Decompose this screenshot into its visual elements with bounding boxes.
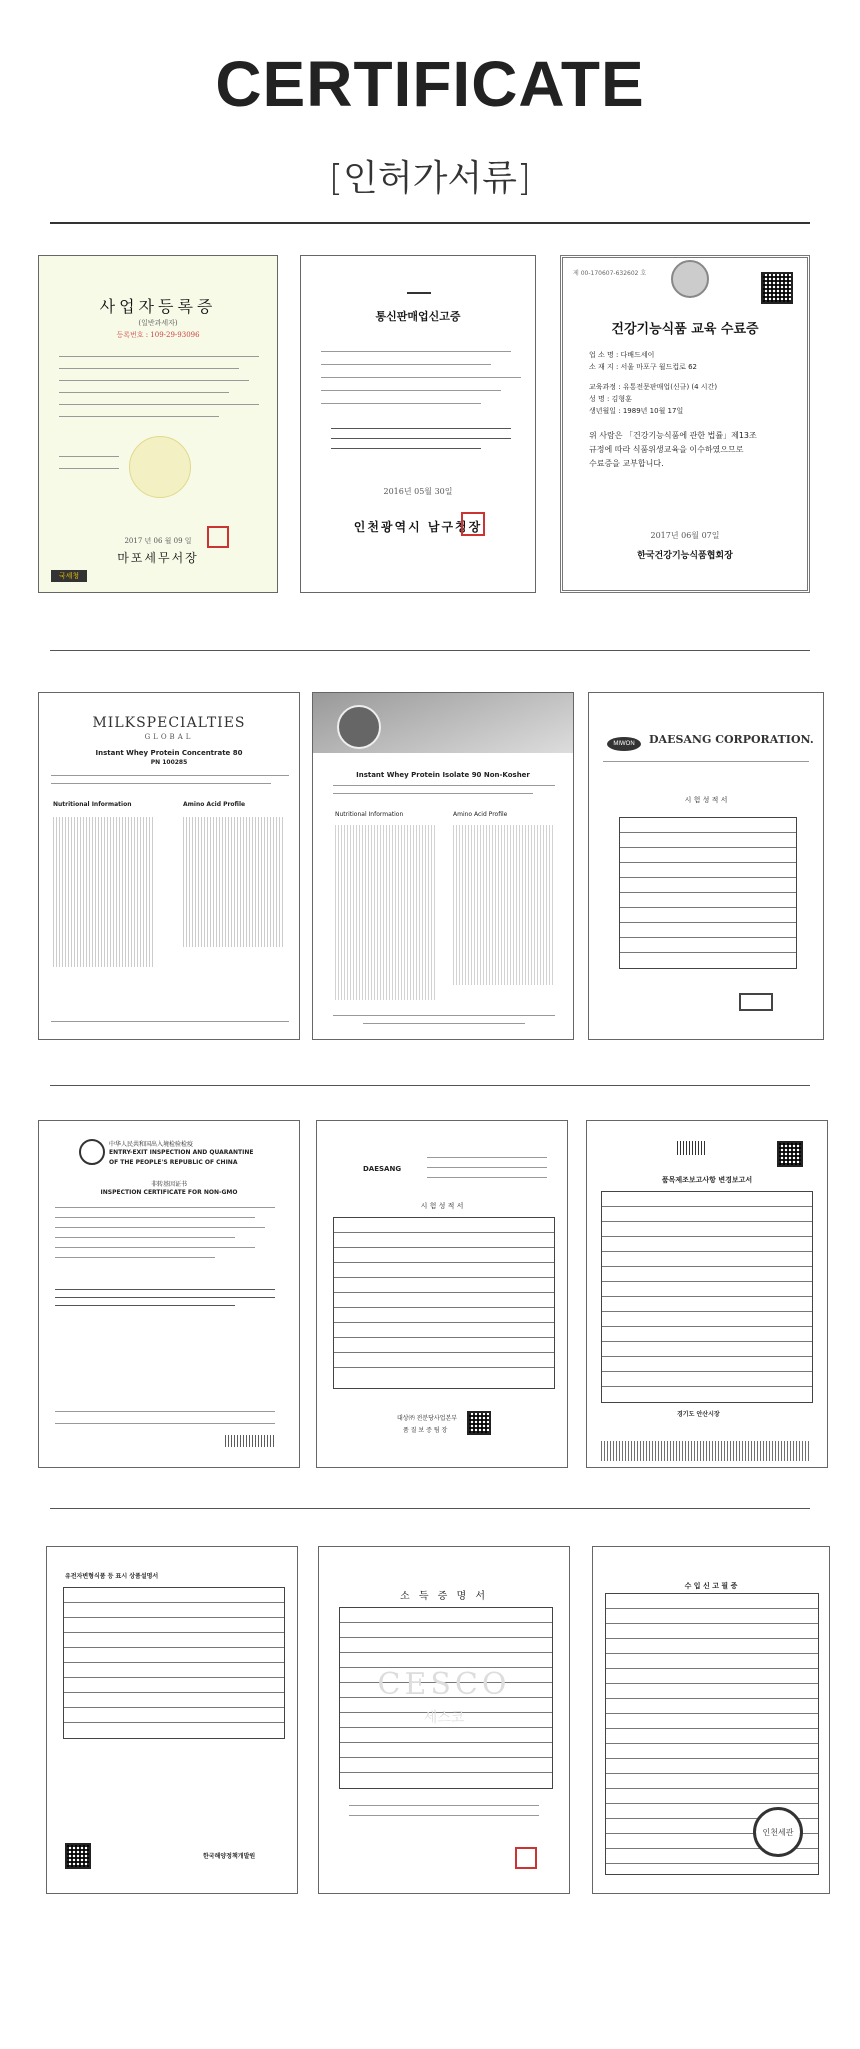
col-amino: Amino Acid Profile: [183, 801, 246, 808]
doc-number: 등록번호 : 109-29-93096: [116, 331, 200, 339]
doc-title: 사업자등록증: [99, 297, 217, 316]
divider-row-2: [50, 1085, 810, 1086]
page-subtitle: [인허가서류]: [329, 158, 531, 199]
product-pn: PN 100285: [150, 759, 188, 766]
page-title: CERTIFICATE: [215, 48, 645, 120]
doc-title: 품목제조보고사항 변경보고서: [661, 1176, 753, 1184]
doc-title: 소 득 증 명 서: [399, 1591, 488, 1602]
doc-body-3: 수료증을 교부합니다.: [589, 459, 664, 468]
doc-title: 건강기능식품 교육 수료증: [611, 322, 759, 337]
field-address: 소 재 지 : 서울 마포구 월드컵로 62: [589, 363, 697, 371]
doc-health-food-certificate: 제 00-170607-632602 호 건강기능식품 교육 수료증 업 소 명 : 다배드세이 소 재 지 : 서울 마포구 월드컵로 62 교육과정 : 유통전문판매업(신규) (4 시간) 성 명 : 김형훈 생년월일 : 1989년 10월 17일 위 사람은 「건강기능식품에 관한 법률」제13조 규정에 따라 식품위생교육을 이수하였으므로 수료증을 교부합니다. 2017년 06월 07일 한국건강기능식품협회장: [560, 255, 810, 593]
label-table: [63, 1587, 285, 1739]
col-amino: Amino Acid Profile: [453, 811, 508, 818]
divider-row-3: [50, 1508, 810, 1509]
qr-code: [777, 1141, 803, 1167]
field-course: 교육과정 : 유통전문판매업(신규) (4 시간): [589, 383, 718, 391]
doc-body-2: 규정에 따라 식품위생교육을 이수하였으므로: [589, 445, 744, 454]
doc-title: 통신판매업신고증: [375, 310, 461, 323]
watermark: CESCO: [377, 1667, 511, 1702]
divider-row-1: [50, 650, 810, 651]
header-line-2: ENTRY-EXIT INSPECTION AND QUARANTINE: [109, 1149, 254, 1156]
doc-issuer: 인천광역시 남구청장: [353, 520, 483, 534]
product-name: Instant Whey Protein Isolate 90 Non-Kosher: [356, 771, 530, 779]
doc-issuer: 한국건강기능식품협회장: [637, 551, 733, 561]
brand-sub: GLOBAL: [144, 733, 194, 741]
doc-mail-order-report: [300, 255, 536, 593]
doc-date: 2017 년 06 월 09 일: [124, 537, 192, 545]
emblem-icon: [129, 436, 191, 498]
customs-stamp: 인천세관: [753, 1807, 803, 1857]
footer-org: 한국해양정책개발원: [203, 1853, 256, 1860]
divider-top: [50, 222, 810, 224]
doc-product-change-report: [586, 1120, 828, 1468]
brand-name: DAESANG CORPORATION.: [649, 733, 814, 746]
doc-income-certificate: [318, 1546, 570, 1894]
footer-org: 대상㈜ 전분당사업본부: [397, 1415, 458, 1422]
doc-daesang-test-report: [316, 1120, 568, 1468]
report-table: [601, 1191, 813, 1403]
doc-china-non-gmo: [38, 1120, 300, 1468]
doc-title: 유전자변형식품 등 표시 상품설명서: [65, 1573, 159, 1580]
miwon-logo-icon: MIWON: [607, 737, 641, 751]
qr-code: [65, 1843, 91, 1869]
seal-qr: [467, 1411, 491, 1435]
doc-gmo-label: [46, 1546, 298, 1894]
seal-stamp: [207, 526, 229, 548]
daesang-logo: DAESANG: [363, 1165, 402, 1173]
results-table: [619, 817, 797, 969]
seal-stamp: [461, 512, 485, 536]
doc-body-1: 위 사람은 「건강기능식품에 관한 법률」제13조: [589, 431, 757, 440]
doc-date: 2016년 05월 30일: [383, 487, 453, 496]
results-table: [333, 1217, 555, 1389]
doc-import-declaration: [592, 1546, 830, 1894]
doc-title: 시 험 성 적 서: [684, 796, 728, 804]
field-company: 업 소 명 : 다배드세이: [589, 351, 655, 359]
footer-issuer: 경기도 안산시장: [677, 1411, 720, 1418]
header-line-1: 中华人民共和国出入境检验检疫: [109, 1141, 194, 1148]
doc-daesang-corporation: [588, 692, 824, 1040]
signature-stamp: [739, 993, 773, 1011]
field-birth: 생년월일 : 1989년 10월 17일: [589, 407, 684, 415]
brand-logo-icon: [337, 705, 381, 749]
doc-subtitle: (일반과세자): [138, 319, 178, 327]
watermark-kr: 세스코: [423, 1710, 465, 1726]
qr-code: [761, 272, 793, 304]
col-nutrition: Nutritional Information: [335, 811, 404, 818]
doc-office: 마포세무서장: [117, 551, 199, 565]
doc-milk-specialties: [38, 692, 300, 1040]
doc-title: 시 험 성 적 서: [420, 1202, 464, 1210]
doc-title-en: INSPECTION CERTIFICATE FOR NON-GMO: [100, 1189, 238, 1196]
brand-logo: MILKSPECIALTIES: [92, 715, 246, 731]
seal-stamp: [515, 1847, 537, 1869]
product-name: Instant Whey Protein Concentrate 80: [95, 749, 243, 757]
medal-icon: [671, 260, 709, 298]
field-name: 성 명 : 김형훈: [589, 395, 632, 403]
nts-badge: 국세청: [51, 570, 87, 582]
col-nutrition: Nutritional Information: [53, 801, 132, 808]
logo-mountain-icon: [407, 276, 431, 294]
ciq-emblem-icon: [79, 1139, 105, 1165]
header-line-3: OF THE PEOPLE'S REPUBLIC OF CHINA: [109, 1159, 238, 1166]
footer-title: 품 질 보 증 팀 장: [403, 1427, 448, 1434]
doc-title-cn: 非转基因证书: [150, 1181, 187, 1188]
doc-whey-isolate: [312, 692, 574, 1040]
doc-date: 2017년 06월 07일: [650, 531, 720, 540]
doc-business-registration: [38, 255, 278, 593]
doc-title: 수 입 신 고 필 증: [684, 1582, 738, 1590]
